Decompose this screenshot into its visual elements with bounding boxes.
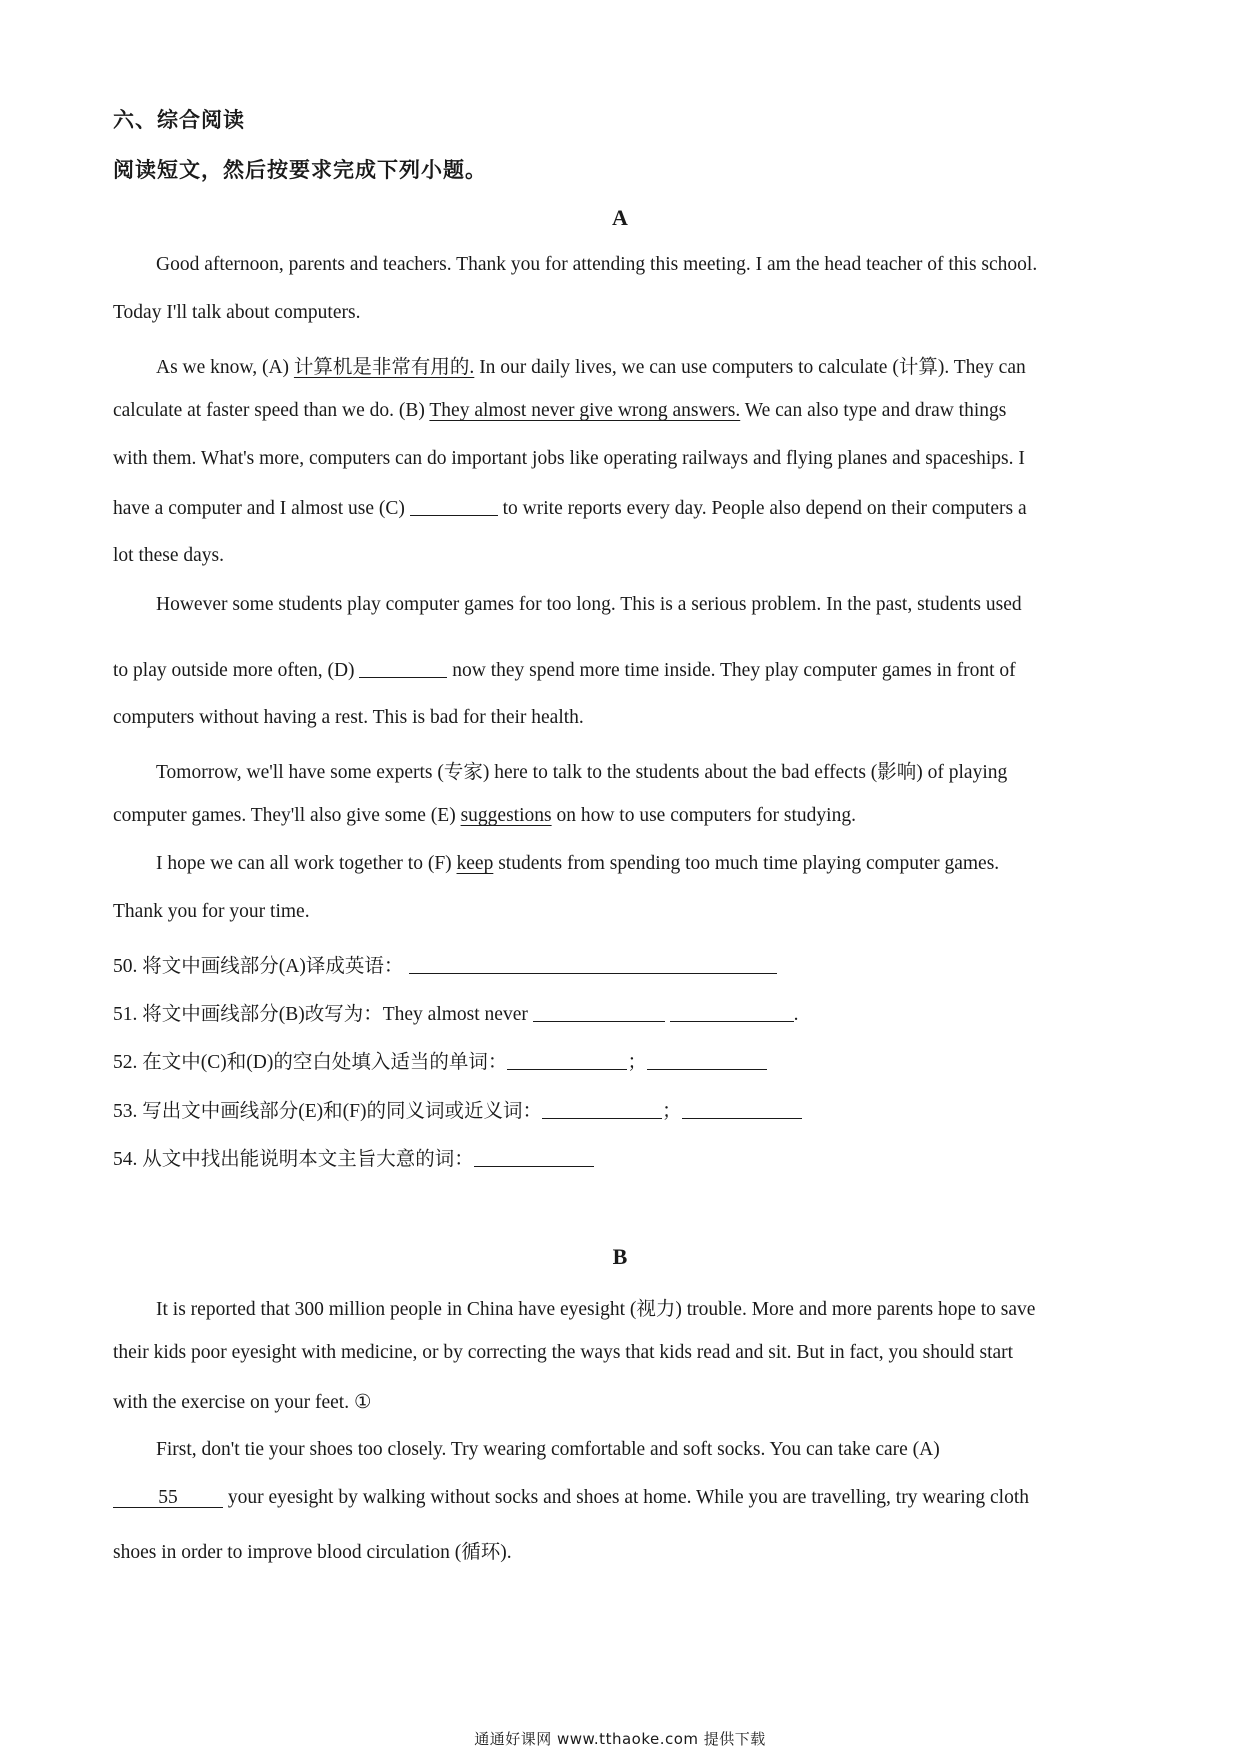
question-end: . <box>793 1004 799 1025</box>
passage-a-line: Today I'll talk about computers. <box>113 302 361 323</box>
question-number: 52. <box>113 1052 138 1073</box>
text-run: computer games. They'll also give some (E) <box>113 805 461 826</box>
text-run: to play outside more often, (D) <box>113 660 360 681</box>
text-run: In our daily lives, we can use computers to calculate (计算). They can <box>474 357 1026 378</box>
text-run: your eyesight by walking without socks and shoes at home. While you are travelling, try wearing cloth <box>223 1487 1030 1508</box>
answer-blank[interactable] <box>670 1003 794 1022</box>
passage-a-line <box>113 659 1016 682</box>
question-number: 50. <box>113 956 138 977</box>
answer-blank[interactable] <box>409 955 777 974</box>
answer-blank[interactable] <box>507 1051 627 1070</box>
question-53 <box>113 1095 802 1123</box>
text-run: As we know, (A) <box>156 357 294 378</box>
passage-a-line: Good afternoon, parents and teachers. Thank you for attending this meeting. I am the head teacher of this school. <box>156 254 1038 275</box>
passage-a-line <box>156 853 999 875</box>
passage-b-line: shoes in order to improve blood circulation (循环). <box>113 1542 512 1563</box>
question-number: 53. <box>113 1101 138 1122</box>
passage-a-line: computers without having a rest. This is bad for their health. <box>113 707 584 728</box>
text-run: I hope we can all work together to (F) <box>156 853 457 874</box>
passage-b-line: their kids poor eyesight with medicine, or by correcting the ways that kids read and sit. But in fact, you should start <box>113 1342 1014 1363</box>
answer-blank[interactable] <box>542 1100 662 1119</box>
separator: ； <box>661 1101 682 1122</box>
passage-a-label: A <box>612 205 628 230</box>
passage-b-line: with the exercise on your feet. ① <box>113 1392 372 1413</box>
question-number: 54. <box>113 1149 138 1170</box>
text-run: calculate at faster speed than we do. (B) <box>113 400 430 421</box>
underlined-part-f: keep <box>456 853 494 874</box>
passage-a-line: with them. What's more, computers can do important jobs like operating railways and flying planes and spaceships. I <box>113 448 1025 469</box>
blank-c[interactable] <box>410 497 498 516</box>
underlined-part-e: suggestions <box>460 805 552 826</box>
separator: ； <box>627 1052 647 1073</box>
question-52 <box>113 1046 767 1074</box>
question-54 <box>113 1143 594 1171</box>
question-text: 在文中(C)和(D)的空白处填入适当的单词： <box>142 1052 508 1073</box>
passage-a-line: lot these days. <box>113 545 225 566</box>
text-run: on how to use computers for studying. <box>551 805 856 826</box>
text-run: to write reports every day. People also depend on their computers a <box>497 498 1027 519</box>
text-run: have a computer and I almost use (C) <box>113 498 410 519</box>
passage-a-line: Thank you for your time. <box>113 901 310 922</box>
passage-a-line: However some students play computer games for too long. This is a serious problem. In the past, students used <box>156 594 1022 615</box>
passage-a-line <box>113 497 1027 520</box>
passage-b-line: It is reported that 300 million people in China have eyesight (视力) trouble. More and more parents hope to save <box>156 1299 1036 1320</box>
answer-blank[interactable] <box>647 1051 767 1070</box>
section-title: 六、综合阅读 <box>113 108 245 132</box>
question-50 <box>113 950 777 978</box>
question-number: 51. <box>113 1004 138 1025</box>
answer-blank[interactable] <box>474 1148 594 1167</box>
answer-blank[interactable] <box>682 1100 802 1119</box>
question-text: 将文中画线部分(B)改写为：They almost never <box>142 1004 528 1025</box>
question-text: 将文中画线部分(A)译成英语： <box>142 956 404 977</box>
footer-source: 通通好课网 www.tthaoke.com 提供下载 <box>474 1730 766 1748</box>
underlined-part-a: 计算机是非常有用的. <box>293 357 475 378</box>
answer-blank[interactable] <box>533 1003 665 1022</box>
passage-a-line <box>113 400 1006 422</box>
question-text: 写出文中画线部分(E)和(F)的同义词或近义词： <box>142 1101 542 1122</box>
text-run: We can also type and draw things <box>740 400 1007 421</box>
passage-a-line: Tomorrow, we'll have some experts (专家) here to talk to the students about the bad effects (影响) of playing <box>156 762 1008 783</box>
underlined-part-b: They almost never give wrong answers. <box>429 400 741 421</box>
text-run: now they spend more time inside. They play computer games in front of <box>447 660 1016 681</box>
passage-b-label: B <box>612 1244 628 1269</box>
passage-b-line <box>113 1487 1029 1509</box>
blank-d[interactable] <box>359 659 447 678</box>
question-text: 从文中找出能说明本文主旨大意的词： <box>142 1149 474 1170</box>
instruction: 阅读短文，然后按要求完成下列小题。 <box>113 158 487 182</box>
passage-b-line: First, don't tie your shoes too closely. Try wearing comfortable and soft socks. You can take care (A) <box>156 1439 940 1460</box>
passage-a-line <box>156 351 1026 379</box>
blank-55[interactable]: 55 <box>113 1489 223 1508</box>
passage-a-line <box>113 805 856 827</box>
question-51 <box>113 998 799 1026</box>
text-run: students from spending too much time playing computer games. <box>493 853 1000 874</box>
